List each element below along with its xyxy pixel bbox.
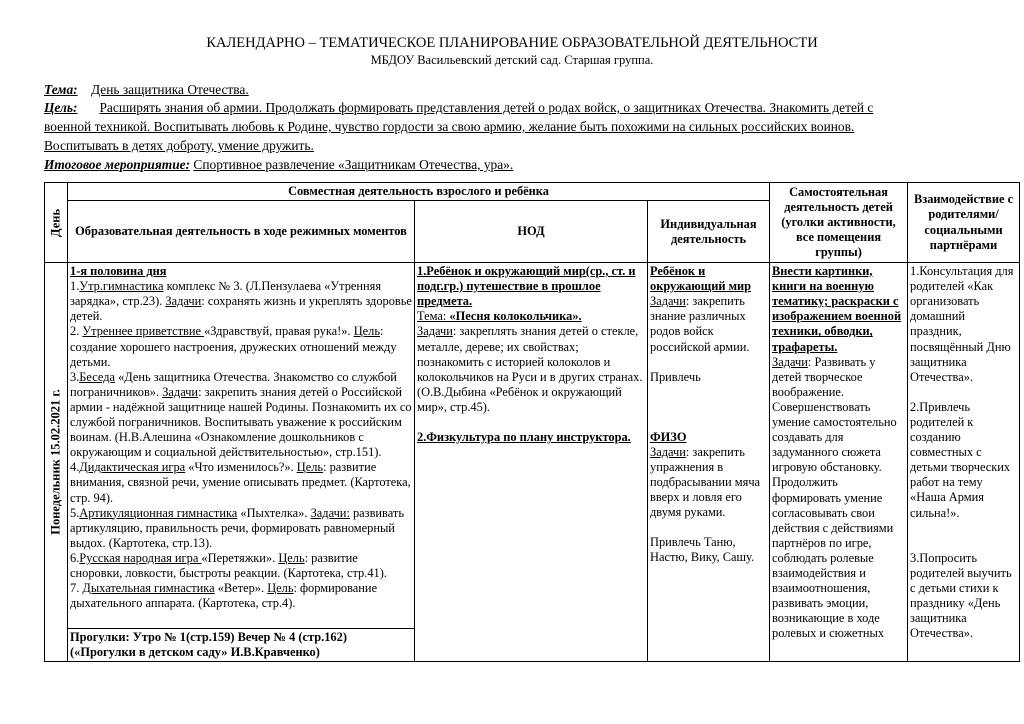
regime-item-5: 5.Артикуляционная гимнастика «Пыхтелка». Задачи: развивать артикуляцию, правильность речи, формировать равномерный выдох. (Картотека, стр.13). — [70, 505, 404, 550]
individual-header: Индивидуальная деятельность — [648, 201, 770, 263]
joint-activity-header: Совместная деятельность взрослого и ребёнка — [68, 183, 770, 201]
individual-item-1-tasks: Задачи: закрепить знание различных родов войск российской армии. — [650, 294, 750, 354]
theme-text: День защитника Отечества. — [91, 82, 249, 97]
parents-header: Взаимодействие с родителями/социальными партнёрами — [908, 183, 1020, 263]
theme-label: Тема: — [44, 82, 78, 97]
nod-item-1-tasks: Задачи: закреплять знания детей о стекле, металле, дереве; их свойствах; познакомить с историей колоколов и колокольчиков на Руси и в других странах. (О.В.Дыбина «Ребёнок и окружающий мир», стр.45). — [417, 324, 643, 414]
independent-title: Внести картинки, книги на военную тематику; раскраски с изображением военной техники, обводки, трафареты. — [772, 264, 902, 354]
nod-item-2-title: 2.Физкультура по плану инструктора. — [417, 430, 631, 445]
day-header: День — [45, 183, 68, 263]
individual-cell — [648, 263, 770, 662]
goal-label: Цель: — [44, 100, 78, 115]
final-event-text: Спортивное развлечение «Защитникам Отечества, ура». — [193, 157, 514, 172]
regime-item-6: 6.Русская народная игра «Перетяжки». Цель: развитие сноровки, ловкости, быстроты реакции. (Картотека, стр.41). — [70, 550, 387, 580]
goal-block — [44, 98, 989, 155]
regime-item-3: 3.Беседа «День защитника Отечества. Знакомство со службой пограничников». Задачи: закрепить знания детей о Российской армии - надёжной защитнице нашей Родины. Познакомить их со службой пограничников. Воспитывать уважение к российским воинам. (Н.В.Алешина «Ознакомление дошкольников с окружающим и социальной действительностью», стр.151). — [70, 369, 412, 460]
individual-item-2-title: ФИЗО — [650, 429, 687, 444]
parents-cell — [908, 263, 1020, 662]
parents-item-1: 1.Консультация для родителей «Как организовать домашний праздник, посвящённый Дню защитника Отечества». — [910, 264, 1014, 384]
day-label: Понедельник 15.02.2021 г. — [48, 389, 63, 535]
independent-header: Самостоятельная деятельность детей (уголки активности, все помещения группы) — [770, 183, 908, 263]
regime-item-2: 2. Утреннее приветствие «Здравствуй, правая рука!». Цель: создание хорошего настроения, дружеских отношений между детьми. — [70, 324, 397, 369]
day-cell — [45, 263, 68, 662]
document-subtitle: МБДОУ Васильевский детский сад. Старшая группа. — [370, 53, 654, 67]
nod-cell — [415, 263, 648, 662]
independent-cell — [770, 263, 908, 662]
theme-line — [44, 80, 989, 99]
individual-item-1-title: Ребёнок и окружающий мир — [650, 264, 752, 294]
nod-item-1-title: 1.Ребёнок и окружающий мир(ср., ст. и подг.гр.) путешествие в прошлое предмета. — [417, 264, 636, 309]
regime-item-4: 4.Дидактическая игра «Что изменилось?». Цель: развитие внимания, связной речи, умение описывать предмет. (Картотека, стр. 94). — [70, 460, 411, 505]
independent-tasks: Задачи: Развивать у детей творческое воображение. Совершенствовать умение самостоятельно создавать для задуманного сюжета игровую обстановку. Продолжить формировать умение согласовывать свои действия с действиями партнёров по игре, соблюдать ролевые взаимодействия и взаимоотношения, развивать эмоции, возникающие в ходе ролевых и сюжетных — [772, 354, 897, 641]
individual-item-2-tasks: Задачи: закрепить упражнения в подбрасывании мяча вверх и ловля его двумя руками. — [650, 444, 761, 520]
document-title: КАЛЕНДАРНО – ТЕМАТИЧЕСКОЕ ПЛАНИРОВАНИЕ ОБРАЗОВАТЕЛЬНОЙ ДЕЯТЕЛЬНОСТИ — [206, 35, 818, 51]
regime-item-7: 7. Дыхательная гимнастика «Ветер». Цель: формирование дыхательного аппарата. (Картотека, стр.4). — [70, 581, 378, 611]
planning-table — [44, 182, 1020, 662]
regime-item-1: 1.Утр.гимнастика комплекс № 3. (Л.Пензулаева «Утренняя зарядка», стр.23). Задачи: сохранять жизнь и укреплять здоровье детей. — [70, 279, 412, 324]
nod-item-1-theme: Тема: «Песня колокольчика». — [417, 309, 582, 324]
final-event-line — [44, 155, 989, 174]
nod-header: НОД — [415, 201, 648, 263]
goal-line-2: военной техникой. Воспитывать любовь к Родине, чувство гордости за свою армию, желание быть похожими на сильных российских воинов. — [44, 119, 855, 134]
individual-item-1-involve: Привлечь — [650, 369, 701, 384]
parents-item-3: 3.Попросить родителей выучить с детьми стихи к празднику «День защитника Отечества». — [910, 550, 1012, 641]
parents-item-2: 2.Привлечь родителей к созданию совместных с детьми творческих работ на тему «Наша Армия сильна!». — [910, 399, 1011, 520]
regime-header: Образовательная деятельность в ходе режимных моментов — [68, 201, 415, 263]
goal-line-1: Расширять знания об армии. Продолжать формировать представления детей о родах войск, о защитниках Отечества. Знакомить детей с — [99, 100, 874, 115]
final-event-label: Итоговое мероприятие: — [44, 157, 191, 172]
goal-line-3: Воспитывать в детях доброту, умение дружить. — [44, 138, 314, 153]
individual-item-2-involve: Привлечь Таню, Настю, Вику, Сашу. — [650, 535, 755, 565]
half-day-label: 1-я половина дня — [70, 264, 167, 279]
walks-note: Прогулки: Утро № 1(стр.159) Вечер № 4 (стр.162) («Прогулки в детском саду» И.В.Кравченко) — [68, 628, 414, 661]
regime-cell — [68, 263, 415, 662]
